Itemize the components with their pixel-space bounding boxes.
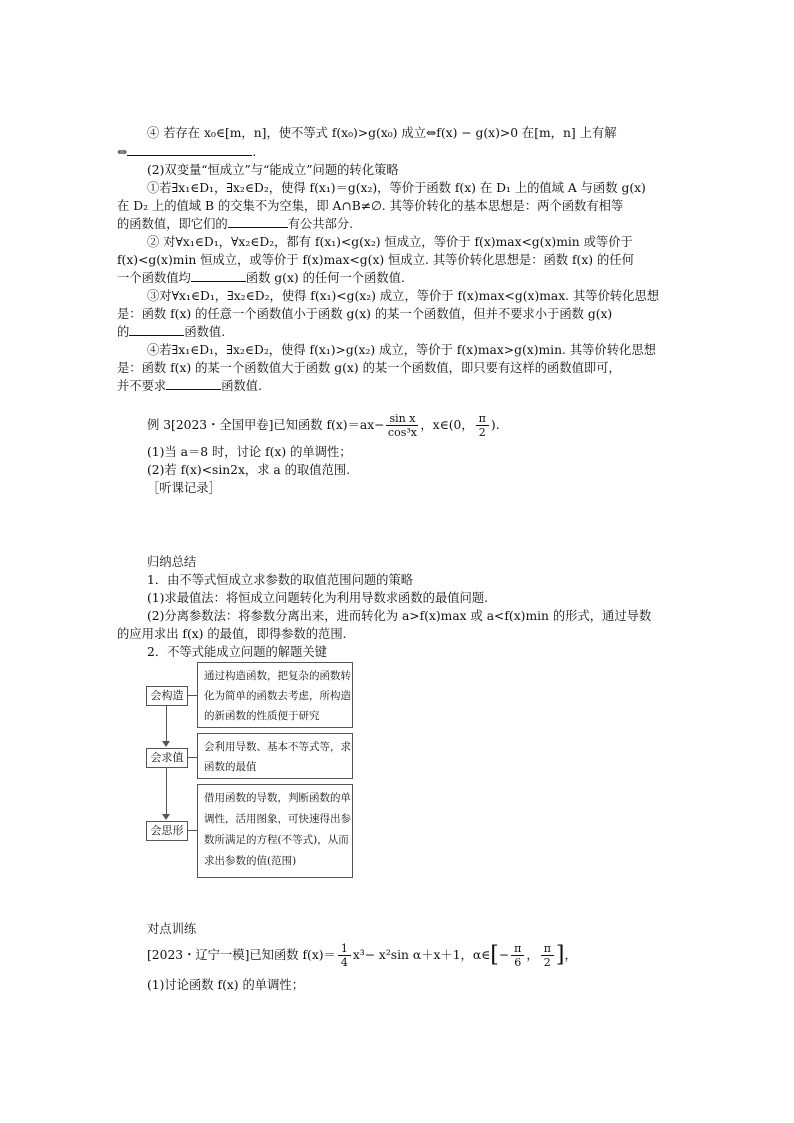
line-text: ，	[564, 948, 577, 962]
line-text: −	[498, 948, 510, 962]
line-text: 并不要求	[117, 379, 167, 393]
note-line: 的新函数的性质便于研究	[204, 710, 320, 722]
line-text: 归纳总结	[147, 555, 197, 569]
line-text: 一个函数值均	[117, 271, 191, 285]
note-line: 会利用导数、基本不等式等，求	[204, 741, 351, 753]
line-text: f(x)<g(x)min 恒成立，或等价于 f(x)max<g(x) 恒成立. 其等价转化思想是：函数 f(x) 的任何	[117, 253, 634, 267]
text-line	[147, 461, 667, 479]
line-text: ⇔	[117, 145, 128, 159]
node-label: 会求值	[150, 751, 184, 764]
line-text: 的应用求出 f(x) 的最值，即得参数的范围.	[117, 627, 347, 641]
note-line: 数所满足的方程(不等式)，从而	[204, 834, 349, 846]
fraction	[541, 942, 554, 969]
section-title	[147, 553, 667, 571]
text-line	[117, 215, 637, 233]
line-text: 的	[117, 325, 130, 339]
fraction	[511, 942, 524, 969]
note-line: 求出参数的值(范围)	[204, 855, 297, 867]
line-text: (2)若 f(x)<sin2x，求 a 的取值范围.	[147, 463, 351, 477]
text-line	[117, 359, 637, 377]
note-line: 通过构造函数，把复杂的函数转	[204, 670, 351, 682]
fraction-denominator: cos³x	[387, 426, 417, 439]
connector	[188, 830, 197, 831]
line-text: (1)求最值法：将恒成立问题转化为利用导数求函数的最值问题.	[147, 591, 489, 605]
diagram-node-shape	[146, 821, 188, 841]
line-text: 函数值.	[184, 325, 226, 339]
line-text: ).	[490, 418, 500, 432]
line-text: 有公共部分.	[287, 217, 354, 231]
connector	[188, 757, 197, 758]
text-line	[147, 124, 667, 142]
arrow-down-icon	[162, 741, 170, 747]
fraction-numerator: π	[541, 942, 554, 956]
line-text: (2)双变量“恒成立”与“能成立”问题的转化策略	[147, 163, 399, 177]
fraction	[476, 412, 489, 439]
line-text: (1)讨论函数 f(x) 的单调性；	[147, 978, 304, 992]
diagram-node-construct	[146, 686, 188, 706]
node-label: 会思形	[150, 824, 184, 837]
line-text: 的函数值，即它们的	[117, 217, 228, 231]
arrow-down-icon	[162, 814, 170, 820]
fraction-numerator: sin x	[386, 412, 418, 426]
text-line	[117, 197, 637, 215]
line-text: 是：函数 f(x) 的任意一个函数值小于函数 g(x) 的某一个函数值，但并不要求小于函数 g(x)	[117, 307, 613, 321]
line-text: 对点训练	[147, 922, 197, 936]
answer-blank	[191, 269, 246, 282]
right-bracket-icon: ]	[555, 942, 565, 968]
drill-statement	[147, 940, 667, 974]
fraction-denominator: 2	[543, 956, 551, 969]
text-line	[117, 323, 637, 341]
text-line	[147, 179, 667, 197]
note-line: 函数的最值	[204, 761, 257, 773]
connector	[166, 706, 167, 741]
text-line	[117, 305, 637, 323]
answer-blank	[166, 377, 221, 390]
line-text: ［听课记录］	[147, 481, 221, 495]
answer-blank	[127, 143, 252, 156]
line-text: 函数值.	[221, 379, 263, 393]
text-line	[117, 143, 637, 161]
diagram-note-2	[197, 733, 353, 779]
node-label: 会构造	[150, 689, 184, 702]
line-text: (2)分离参数法：将参数分离出来，进而转化为 a>f(x)max 或 a<f(x)min 的形式，通过导数	[147, 609, 652, 623]
line-text: ③对∀x₁∈D₁，∃x₂∈D₂，使得 f(x₁)<g(x₂) 成立，等价于 f(x)max<g(x)max. 其等价转化思想	[147, 289, 660, 303]
line-text: ② 对∀x₁∈D₁，∀x₂∈D₂，都有 f(x₁)<g(x₂) 恒成立，等价于 f(x)max<g(x)min 或等价于	[147, 235, 633, 249]
section-title	[147, 920, 667, 938]
text-line	[117, 625, 637, 643]
line-text: .	[252, 145, 257, 159]
text-line	[147, 589, 667, 607]
line-text: ④若∃x₁∈D₁，∃x₂∈D₂，使得 f(x₁)>g(x₂) 成立，等价于 f(x)max>g(x)min. 其等价转化思想	[147, 343, 656, 357]
line-text: x³− x²sin α＋x＋1，α∈	[352, 948, 491, 962]
diagram-note-3	[197, 784, 353, 878]
connector	[188, 695, 197, 696]
line-text: ，	[526, 948, 539, 962]
line-text: [2023・辽宁一模]已知函数 f(x)＝	[147, 948, 336, 962]
text-line	[147, 643, 667, 661]
text-line	[147, 976, 667, 994]
fraction	[386, 412, 418, 439]
subheading	[147, 161, 667, 179]
example-3-statement	[147, 410, 667, 444]
text-line	[147, 287, 667, 305]
line-text: 1．由不等式恒成立求参数的取值范围问题的策略	[147, 573, 414, 587]
note-line: 借用函数的导数，判断函数的单	[204, 792, 351, 804]
answer-blank	[228, 215, 288, 228]
fraction-numerator: π	[511, 942, 524, 956]
fraction-denominator: 4	[340, 956, 348, 969]
line-text: ，x∈(0，	[420, 418, 474, 432]
answer-blank	[129, 323, 184, 336]
note-line: 调性，活用图象，可快速得出参	[204, 813, 351, 825]
fraction-denominator: 6	[514, 956, 522, 969]
left-bracket-icon: [	[490, 942, 499, 968]
line-text: 例 3[2023・全国甲卷]已知函数 f(x)＝ax−	[147, 418, 385, 432]
diagram-note-1	[197, 662, 353, 728]
line-text: ①若∃x₁∈D₁，∃x₂∈D₂，使得 f(x₁)＝g(x₂)，等价于函数 f(x) 在 D₁ 上的值域 A 与函数 g(x)	[147, 181, 646, 195]
fraction-numerator: π	[476, 412, 489, 426]
text-line	[147, 607, 667, 625]
line-text: 函数 g(x) 的任何一个函数值.	[245, 271, 405, 285]
fraction	[338, 942, 351, 969]
text-line	[147, 233, 667, 251]
fraction-denominator: 2	[478, 426, 486, 439]
text-line	[117, 377, 637, 395]
text-line	[147, 479, 667, 497]
line-text: (1)当 a＝8 时，讨论 f(x) 的单调性；	[147, 445, 352, 459]
fraction-numerator: 1	[338, 942, 351, 956]
line-text: ④ 若存在 x₀∈[m，n]，使不等式 f(x₀)>g(x₀) 成立⇔f(x) − g(x)>0 在[m，n] 上有解	[147, 126, 617, 140]
text-line	[147, 341, 667, 359]
line-text: 是：函数 f(x) 的某一个函数值大于函数 g(x) 的某一个函数值，即只要有这样的函数值即可，	[117, 361, 621, 375]
connector	[166, 768, 167, 814]
diagram-node-value	[146, 748, 188, 768]
text-line	[147, 571, 667, 589]
note-line: 化为简单的函数去考虑，所构造	[204, 690, 351, 702]
line-text: 在 D₂ 上的值域 B 的交集不为空集，即 A∩B≠∅. 其等价转化的基本思想是：两个函数有相等	[117, 199, 624, 213]
text-line	[117, 269, 637, 287]
line-text: 2．不等式能成立问题的解题关键	[147, 645, 327, 659]
text-line	[147, 443, 667, 461]
text-line	[117, 251, 637, 269]
